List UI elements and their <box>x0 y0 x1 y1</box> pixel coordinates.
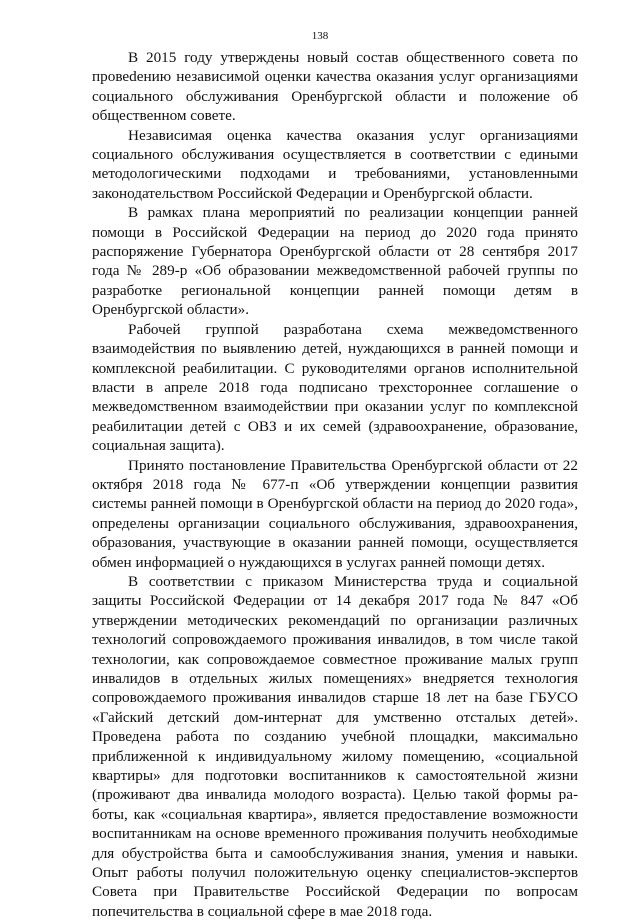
paragraph-government-resolution: Принято постановление Правительства Оренбургской области от 22 октября 2018 года № 677-п «Об утверждении концепции развития системы ранней помощи в Оренбургской области на период до 2020 года», определены организации социального обслуживания, здравоохранения, образования, участвующие в оказании ранней помощи, осуществляется обмен информацией о нуждающихся в услугах ранней помощи детях. <box>92 456 578 571</box>
page-body <box>92 48 578 921</box>
paragraph-supported-living: В соответствии с приказом Министерства труда и социальной защиты Российской Федерации от 14 декабря 2017 года № 847 «Об утверждении методических рекомендаций по организации различных технологий сопровождаемого проживания инвалидов, в том числе такой технологии, как сопровождаемое совместное проживание малых групп инвалидов в отдельных жилых помещениях» внедряется технология сопровождаемого проживания инвалидов старше 18 лет на базе ГБУСО «Гайский детский дом-интернат для умственно отсталых детей». Проведена работа по созданию учебной площадки, максимально приближенной к индивидуальному жилому помещению, «социальной квартиры» для подготовки воспитанников к самостоятельной жизни (проживают два инвалида молодого возраста). Целью такой формы работы, как «социальная квартира», является предоставление возможности воспитанникам на основе временного проживания получить необходимые для обустройства быта и самообслуживания знания, умения и навыки. Опыт работы получил положительную оценку специалистов-экспертов Совета при Правительстве Российской Федерации по вопросам попечительства в социальной сфере в мае 2018 года. <box>92 572 578 920</box>
paragraph-early-help-order: В рамках плана мероприятий по реализации концепции ранней помощи в Российской Федерации на период до 2020 года принято распоряжение Губернатора Оренбургской области от 28 сентября 2017 года № 289-р «Об образовании межведомственной рабочей группы по разработке региональной концепции ранней помощи детям в Оренбургской области». <box>92 204 578 319</box>
paragraph-working-group: Рабочей группой разработана схема межведомственного взаимодействия по выявлению детей, нуждающихся в ранней помощи и комплексной реабилитации. С руководителями органов исполнительной власти в апреле 2018 года подписано трехстороннее соглашение о межведомственном взаимодействии при оказании услуг по комплексной реабилитации детей с ОВЗ и их семей (здравоохранение, образование, социальная защита). <box>92 320 578 455</box>
paragraph-public-council: В 2015 году утверждены новый состав общественного совета по провеdению независимой оценки качества оказания услуг организациями социального обслуживания Оренбургской области и положение об общественном совете. <box>92 49 578 125</box>
paragraph-independent-assessment: Независимая оценка качества оказания услуг организациями социального обслуживания осуществляется в соответствии с едиными методологическими подходами и требованиями, установленными законодательством Российской Федерации и Оренбургской области. <box>92 126 578 202</box>
page-number: 138 <box>311 30 329 42</box>
